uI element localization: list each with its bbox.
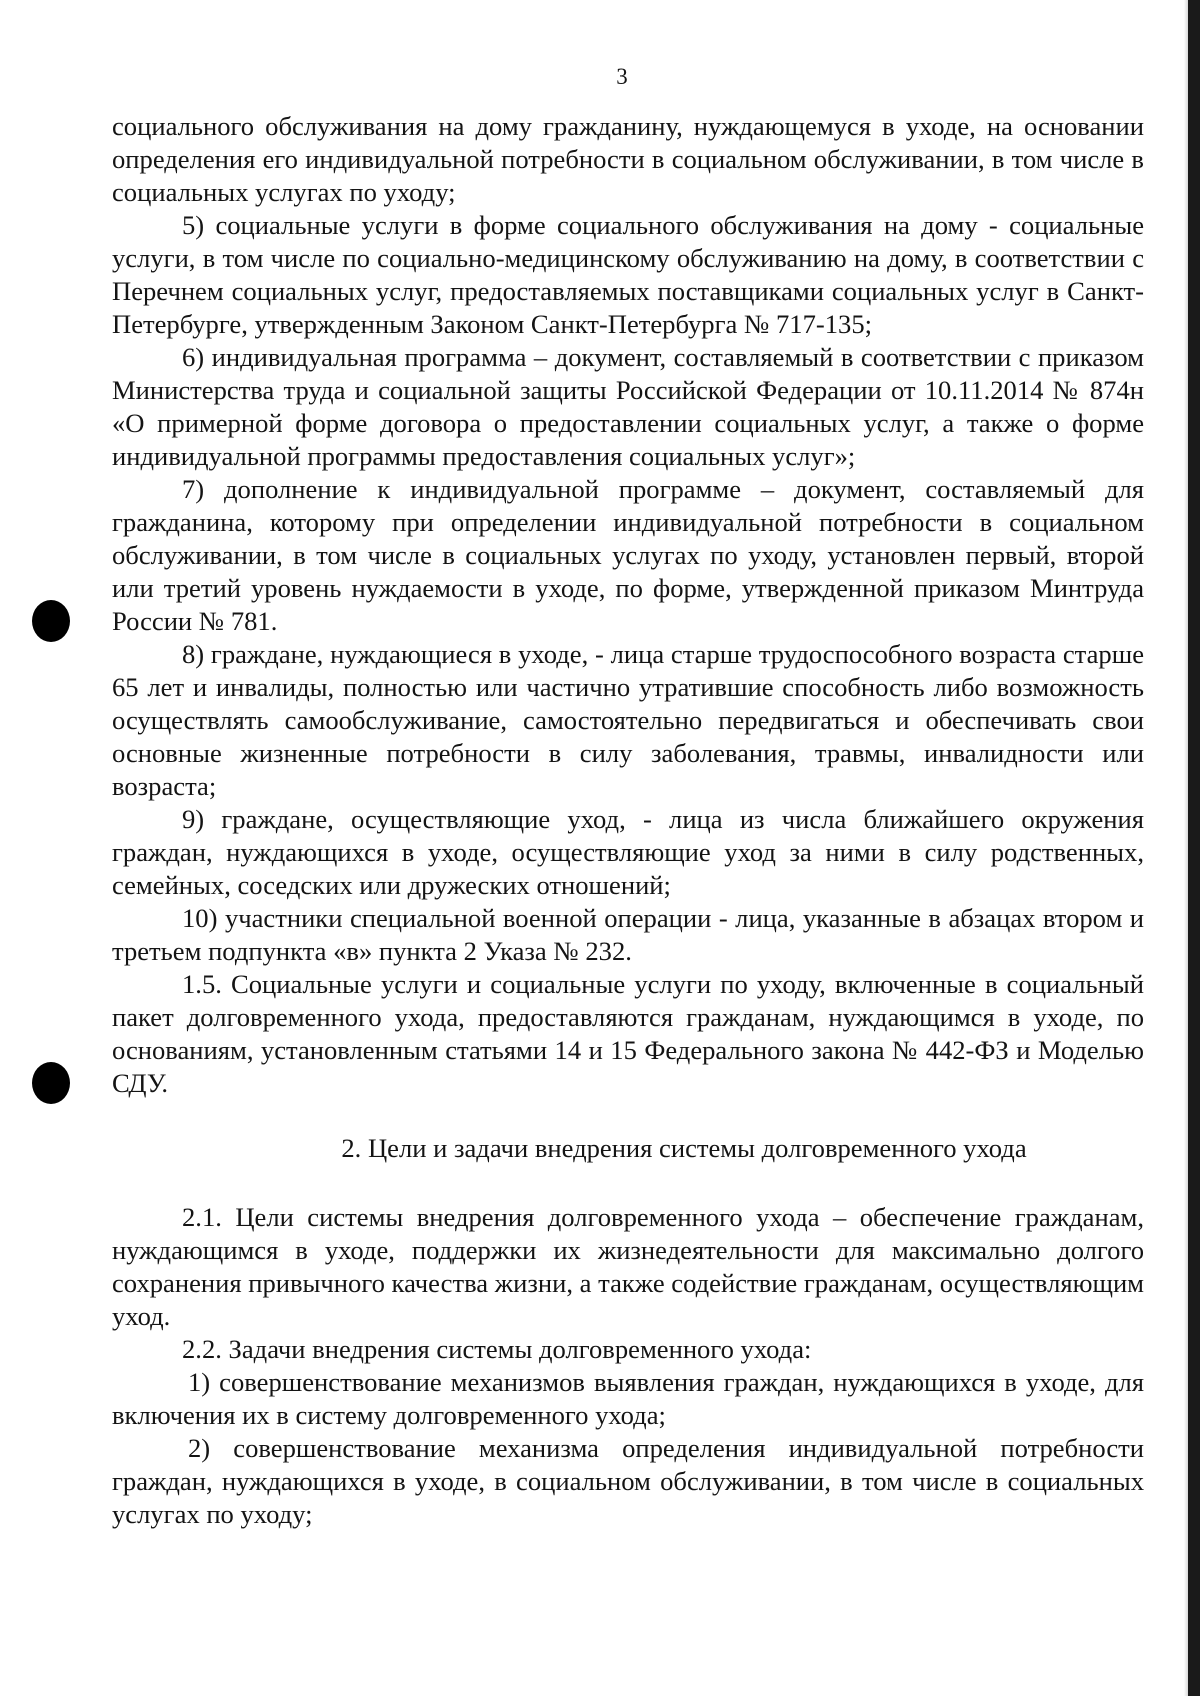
paragraph-clause-2-1: 2.1. Цели системы внедрения долговременного ухода – обеспечение гражданам, нуждающимся в уходе, поддержки их жизнедеятельности для максимально долгого сохранения привычного качества жизни, а также содействие гражданам, осуществляющим уход.	[112, 1202, 1144, 1331]
page-number: 3	[616, 64, 628, 89]
paragraph-item-10: 10) участники специальной военной операции - лица, указанные в абзацах втором и третьем подпункта «в» пункта 2 Указа № 232.	[112, 903, 1144, 966]
scan-edge	[1188, 0, 1200, 1696]
paragraph-item-8: 8) граждане, нуждающиеся в уходе, - лица старше трудоспособного возраста старше 65 лет и инвалиды, полностью или частично утратившие способность либо возможность осуществлять самообслуживание, самостоятельно передвигаться и обеспечивать свои основные жизненные потребности в силу заболевания, травмы, инвалидности или возраста;	[112, 639, 1144, 801]
paragraph-item-5: 5) социальные услуги в форме социального обслуживания на дому - социальные услуги, в том числе по социально-медицинскому обслуживанию на дому, в соответствии с Перечнем социальных услуг, предоставляемых поставщиками социальных услуг в Санкт-Петербурге, утвержденным Законом Санкт-Петербурга № 717-135;	[112, 210, 1144, 339]
paragraph-task-2: 2) совершенствование механизма определения индивидуальной потребности граждан, нуждающихся в уходе, в социальном обслуживании, в том числе в социальных услугах по уходу;	[112, 1433, 1144, 1529]
paragraph-continuation: социального обслуживания на дому гражданину, нуждающемуся в уходе, на основании определения его индивидуальной потребности в социальном обслуживании, в том числе в социальных услугах по уходу;	[112, 111, 1144, 207]
punch-hole-top	[32, 600, 70, 642]
document-body	[112, 110, 1144, 1531]
punch-hole-bottom	[32, 1062, 70, 1104]
section-heading: 2. Цели и задачи внедрения системы долговременного ухода	[341, 1133, 1027, 1163]
paragraph-item-9: 9) граждане, осуществляющие уход, - лица из числа ближайшего окружения граждан, нуждающихся в уходе, осуществляющие уход за ними в силу родственных, семейных, соседских или дружеских отношений;	[112, 804, 1144, 900]
paragraph-clause-2-2: 2.2. Задачи внедрения системы долговременного ухода:	[182, 1334, 812, 1364]
paragraph-item-7: 7) дополнение к индивидуальной программе – документ, составляемый для гражданина, которому при определении индивидуальной потребности в социальном обслуживании, в том числе в социальных услугах по уходу, установлен первый, второй или третий уровень нуждаемости в уходе, по форме, утвержденной приказом Минтруда России № 781.	[112, 474, 1144, 636]
paragraph-clause-1-5: 1.5. Социальные услуги и социальные услуги по уходу, включенные в социальный пакет долговременного ухода, предоставляются гражданам, нуждающимся в уходе, по основаниям, установленным статьями 14 и 15 Федерального закона № 442-ФЗ и Моделью СДУ.	[112, 969, 1144, 1098]
paragraph-item-6: 6) индивидуальная программа – документ, составляемый в соответствии с приказом Министерства труда и социальной защиты Российской Федерации от 10.11.2014 № 874н «О примерной форме договора о предоставлении социальных услуг, а также о форме индивидуальной программы предоставления социальных услуг»;	[112, 342, 1144, 471]
paragraph-task-1: 1) совершенствование механизмов выявления граждан, нуждающихся в уходе, для включения их в систему долговременного ухода;	[112, 1367, 1144, 1430]
